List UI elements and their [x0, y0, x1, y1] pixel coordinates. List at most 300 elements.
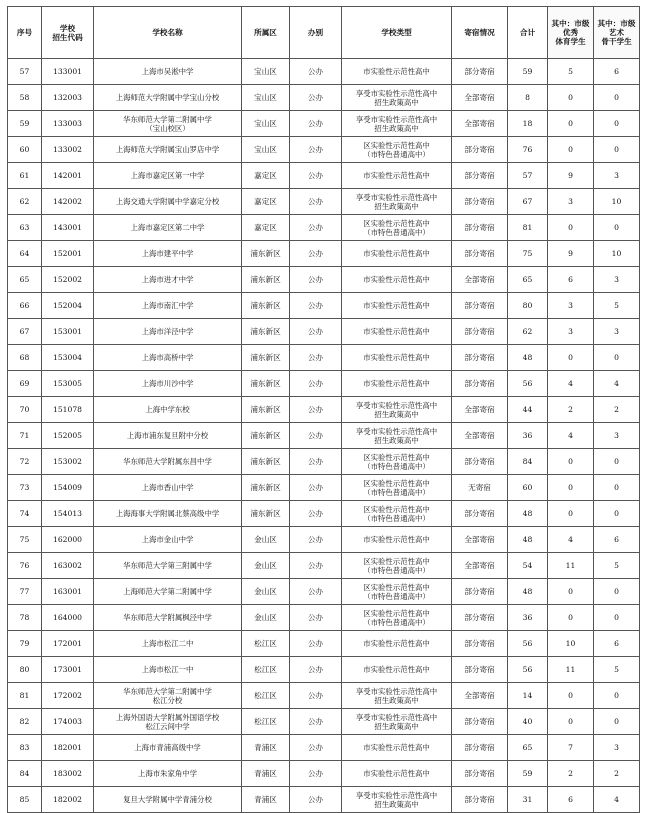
cell-sports: 3 — [548, 189, 594, 215]
cell-name — [94, 787, 242, 813]
cell-ownership: 公办 — [290, 345, 342, 371]
cell-type-line: 市实验性示范性高中 — [363, 353, 430, 362]
cell-name — [94, 397, 242, 423]
cell-total: 14 — [508, 683, 548, 709]
cell-sports: 10 — [548, 631, 594, 657]
cell-name-line: 上海外国语大学附属外国语学校 — [115, 712, 220, 722]
cell-boarding: 全部寄宿 — [452, 683, 508, 709]
cell-code: 182001 — [42, 735, 94, 761]
header-type-line: 学校类型 — [381, 28, 412, 37]
cell-code: 154009 — [42, 475, 94, 501]
cell-code: 151078 — [42, 397, 94, 423]
cell-total: 76 — [508, 137, 548, 163]
header-name — [94, 7, 242, 59]
cell-type — [342, 709, 452, 735]
cell-name-line: 上海师范大学第二附属中学 — [123, 587, 212, 596]
cell-seq: 84 — [8, 761, 42, 787]
cell-name-line: 上海市香山中学 — [141, 483, 194, 492]
cell-code: 133002 — [42, 137, 94, 163]
cell-sports: 6 — [548, 267, 594, 293]
cell-arts: 0 — [594, 605, 640, 631]
cell-sports: 2 — [548, 397, 594, 423]
cell-name — [94, 241, 242, 267]
cell-seq: 74 — [8, 501, 42, 527]
cell-seq: 79 — [8, 631, 42, 657]
cell-boarding: 全部寄宿 — [452, 527, 508, 553]
cell-type — [342, 449, 452, 475]
cell-arts: 0 — [594, 475, 640, 501]
cell-name — [94, 371, 242, 397]
header-ownership — [290, 7, 342, 59]
cell-total: 56 — [508, 631, 548, 657]
table-row — [8, 761, 640, 787]
cell-type-line: 市实验性示范性高中 — [363, 665, 430, 674]
cell-boarding: 部分寄宿 — [452, 293, 508, 319]
table-row — [8, 449, 640, 475]
cell-district: 浦东新区 — [242, 319, 290, 345]
cell-code: 133003 — [42, 111, 94, 137]
cell-district: 浦东新区 — [242, 501, 290, 527]
cell-type — [342, 631, 452, 657]
table-row — [8, 475, 640, 501]
cell-sports: 0 — [548, 449, 594, 475]
cell-code: 152001 — [42, 241, 94, 267]
cell-name-line: 上海市进才中学 — [141, 275, 194, 284]
cell-district: 宝山区 — [242, 59, 290, 85]
cell-code: 132003 — [42, 85, 94, 111]
cell-type-line: 享受市实验性示范性高中 — [355, 712, 438, 722]
cell-code: 172001 — [42, 631, 94, 657]
cell-ownership: 公办 — [290, 761, 342, 787]
cell-type-line: 享受市实验性示范性高中 — [355, 88, 438, 98]
table-row — [8, 553, 640, 579]
cell-seq: 67 — [8, 319, 42, 345]
cell-sports: 0 — [548, 475, 594, 501]
cell-ownership: 公办 — [290, 501, 342, 527]
cell-total: 48 — [508, 501, 548, 527]
table-row — [8, 241, 640, 267]
cell-code: 163001 — [42, 579, 94, 605]
cell-name-line: 华东师范大学第三附属中学 — [123, 561, 212, 570]
cell-type-line: 招生政策高中 — [374, 201, 419, 211]
cell-type-line: （市特色普通高中） — [363, 513, 430, 523]
cell-total: 65 — [508, 267, 548, 293]
cell-type — [342, 267, 452, 293]
cell-district: 浦东新区 — [242, 475, 290, 501]
cell-boarding: 全部寄宿 — [452, 553, 508, 579]
cell-total: 36 — [508, 605, 548, 631]
cell-ownership: 公办 — [290, 605, 342, 631]
cell-type — [342, 59, 452, 85]
cell-total: 80 — [508, 293, 548, 319]
cell-name — [94, 137, 242, 163]
cell-code: 143001 — [42, 215, 94, 241]
cell-arts: 4 — [594, 371, 640, 397]
header-total — [508, 7, 548, 59]
cell-name — [94, 319, 242, 345]
cell-boarding: 无寄宿 — [452, 475, 508, 501]
cell-boarding: 部分寄宿 — [452, 319, 508, 345]
cell-sports: 7 — [548, 735, 594, 761]
cell-seq: 85 — [8, 787, 42, 813]
cell-name — [94, 475, 242, 501]
cell-name-line: 上海市吴淞中学 — [141, 67, 194, 76]
cell-type — [342, 111, 452, 137]
cell-type — [342, 345, 452, 371]
cell-district: 浦东新区 — [242, 267, 290, 293]
cell-type-line: 市实验性示范性高中 — [363, 171, 430, 180]
cell-code: 153004 — [42, 345, 94, 371]
cell-arts: 3 — [594, 319, 640, 345]
cell-name-line: 上海市金山中学 — [141, 535, 194, 544]
cell-arts: 0 — [594, 85, 640, 111]
cell-sports: 0 — [548, 579, 594, 605]
cell-arts: 0 — [594, 137, 640, 163]
cell-ownership: 公办 — [290, 735, 342, 761]
cell-arts: 5 — [594, 657, 640, 683]
table-row — [8, 709, 640, 735]
cell-code: 163002 — [42, 553, 94, 579]
cell-name-line: 华东师范大学第二附属中学 — [123, 686, 212, 696]
cell-type — [342, 475, 452, 501]
cell-code: 152005 — [42, 423, 94, 449]
cell-boarding: 部分寄宿 — [452, 657, 508, 683]
header-sports-line-2: 体育学生 — [555, 37, 586, 46]
cell-district: 青浦区 — [242, 787, 290, 813]
cell-seq: 69 — [8, 371, 42, 397]
cell-type — [342, 137, 452, 163]
cell-ownership: 公办 — [290, 475, 342, 501]
cell-type — [342, 189, 452, 215]
table-row — [8, 735, 640, 761]
cell-type — [342, 215, 452, 241]
header-arts-line-1: 其中：市级艺术 — [597, 19, 636, 37]
cell-seq: 76 — [8, 553, 42, 579]
cell-district: 嘉定区 — [242, 215, 290, 241]
cell-name-line: （宝山校区） — [145, 123, 190, 133]
table-row — [8, 501, 640, 527]
cell-total: 59 — [508, 761, 548, 787]
cell-boarding: 部分寄宿 — [452, 709, 508, 735]
cell-type-line: 区实验性示范性高中 — [363, 582, 430, 592]
cell-type-line: （市特色普通高中） — [363, 591, 430, 601]
cell-boarding: 部分寄宿 — [452, 449, 508, 475]
cell-type-line: （市特色普通高中） — [363, 461, 430, 471]
cell-seq: 62 — [8, 189, 42, 215]
cell-name-line: 上海市南汇中学 — [141, 301, 194, 310]
cell-ownership: 公办 — [290, 215, 342, 241]
cell-sports: 0 — [548, 137, 594, 163]
enrollment-table-container — [7, 6, 639, 813]
cell-arts: 6 — [594, 631, 640, 657]
header-ownership-line: 办别 — [307, 28, 324, 37]
cell-total: 84 — [508, 449, 548, 475]
cell-name-line: 上海市青浦高级中学 — [134, 743, 201, 752]
cell-district: 嘉定区 — [242, 189, 290, 215]
table-row — [8, 371, 640, 397]
cell-code: 172002 — [42, 683, 94, 709]
header-district-line: 所属区 — [254, 28, 277, 37]
cell-code: 152004 — [42, 293, 94, 319]
cell-total: 48 — [508, 527, 548, 553]
cell-total: 44 — [508, 397, 548, 423]
header-code — [42, 7, 94, 59]
cell-name — [94, 709, 242, 735]
cell-type-line: 享受市实验性示范性高中 — [355, 400, 438, 410]
cell-sports: 0 — [548, 215, 594, 241]
cell-code: 183002 — [42, 761, 94, 787]
cell-name-line: 松江云间中学 — [145, 721, 190, 731]
cell-name-line: 上海中学东校 — [145, 405, 190, 414]
cell-type-line: 招生政策高中 — [374, 97, 419, 107]
cell-total: 57 — [508, 163, 548, 189]
cell-ownership: 公办 — [290, 319, 342, 345]
cell-type — [342, 787, 452, 813]
cell-name — [94, 657, 242, 683]
cell-type-line: （市特色普通高中） — [363, 227, 430, 237]
cell-name — [94, 163, 242, 189]
cell-sports: 0 — [548, 85, 594, 111]
cell-ownership: 公办 — [290, 553, 342, 579]
cell-boarding: 部分寄宿 — [452, 241, 508, 267]
cell-seq: 80 — [8, 657, 42, 683]
table-header — [8, 7, 640, 59]
cell-total: 67 — [508, 189, 548, 215]
cell-code: 133001 — [42, 59, 94, 85]
cell-arts: 3 — [594, 423, 640, 449]
cell-district: 松江区 — [242, 631, 290, 657]
cell-type-line: 招生政策高中 — [374, 721, 419, 731]
cell-sports: 3 — [548, 319, 594, 345]
cell-boarding: 部分寄宿 — [452, 735, 508, 761]
cell-total: 62 — [508, 319, 548, 345]
cell-seq: 66 — [8, 293, 42, 319]
table-row — [8, 683, 640, 709]
cell-name — [94, 59, 242, 85]
cell-ownership: 公办 — [290, 527, 342, 553]
cell-boarding: 部分寄宿 — [452, 605, 508, 631]
cell-total: 60 — [508, 475, 548, 501]
cell-district: 浦东新区 — [242, 423, 290, 449]
cell-district: 松江区 — [242, 709, 290, 735]
cell-type — [342, 85, 452, 111]
cell-seq: 60 — [8, 137, 42, 163]
cell-name — [94, 449, 242, 475]
cell-name-line: 复旦大学附属中学青浦分校 — [123, 795, 212, 804]
table-row — [8, 527, 640, 553]
cell-boarding: 部分寄宿 — [452, 371, 508, 397]
cell-total: 65 — [508, 735, 548, 761]
cell-ownership: 公办 — [290, 59, 342, 85]
cell-type-line: 招生政策高中 — [374, 695, 419, 705]
cell-sports: 11 — [548, 553, 594, 579]
cell-arts: 0 — [594, 111, 640, 137]
cell-ownership: 公办 — [290, 631, 342, 657]
cell-arts: 3 — [594, 735, 640, 761]
cell-ownership: 公办 — [290, 85, 342, 111]
cell-type-line: 区实验性示范性高中 — [363, 218, 430, 228]
header-boarding — [452, 7, 508, 59]
cell-type-line: 区实验性示范性高中 — [363, 478, 430, 488]
cell-arts: 5 — [594, 553, 640, 579]
cell-sports: 4 — [548, 371, 594, 397]
cell-seq: 64 — [8, 241, 42, 267]
cell-total: 54 — [508, 553, 548, 579]
cell-seq: 78 — [8, 605, 42, 631]
cell-boarding: 全部寄宿 — [452, 397, 508, 423]
header-arts — [594, 7, 640, 59]
cell-type — [342, 527, 452, 553]
header-seq-line: 序号 — [16, 28, 33, 37]
cell-name-line: 华东师范大学附属枫泾中学 — [123, 613, 212, 622]
cell-type-line: （市特色普通高中） — [363, 149, 430, 159]
cell-code: 153005 — [42, 371, 94, 397]
cell-district: 松江区 — [242, 683, 290, 709]
cell-name — [94, 501, 242, 527]
table-row — [8, 631, 640, 657]
cell-name-line: 华东师范大学附属东昌中学 — [123, 457, 212, 466]
header-code-line-1: 学校 — [59, 23, 76, 33]
cell-total: 48 — [508, 345, 548, 371]
cell-total: 56 — [508, 657, 548, 683]
cell-sports: 0 — [548, 111, 594, 137]
cell-type-line: 招生政策高中 — [374, 409, 419, 419]
cell-boarding: 全部寄宿 — [452, 423, 508, 449]
cell-total: 56 — [508, 371, 548, 397]
cell-district: 宝山区 — [242, 111, 290, 137]
cell-district: 浦东新区 — [242, 345, 290, 371]
cell-sports: 9 — [548, 241, 594, 267]
cell-total: 8 — [508, 85, 548, 111]
cell-name — [94, 631, 242, 657]
header-code-line-2: 招生代码 — [52, 32, 83, 42]
cell-ownership: 公办 — [290, 371, 342, 397]
cell-ownership: 公办 — [290, 657, 342, 683]
cell-type — [342, 761, 452, 787]
table-row — [8, 59, 640, 85]
cell-seq: 73 — [8, 475, 42, 501]
header-type — [342, 7, 452, 59]
cell-type-line: 市实验性示范性高中 — [363, 743, 430, 752]
cell-total: 18 — [508, 111, 548, 137]
cell-ownership: 公办 — [290, 241, 342, 267]
cell-name-line: 上海师范大学附属中学宝山分校 — [115, 93, 220, 102]
cell-seq: 77 — [8, 579, 42, 605]
cell-ownership: 公办 — [290, 163, 342, 189]
header-sports-line-1: 其中：市级优秀 — [551, 19, 590, 37]
cell-sports: 0 — [548, 501, 594, 527]
cell-name — [94, 267, 242, 293]
cell-type — [342, 657, 452, 683]
table-row — [8, 267, 640, 293]
cell-name-line: 上海市嘉定区第一中学 — [130, 171, 205, 180]
cell-arts: 2 — [594, 761, 640, 787]
cell-arts: 2 — [594, 397, 640, 423]
cell-seq: 75 — [8, 527, 42, 553]
cell-boarding: 部分寄宿 — [452, 631, 508, 657]
cell-type-line: （市特色普通高中） — [363, 565, 430, 575]
cell-type-line: 招生政策高中 — [374, 123, 419, 133]
cell-district: 金山区 — [242, 605, 290, 631]
cell-arts: 6 — [594, 527, 640, 553]
cell-seq: 72 — [8, 449, 42, 475]
cell-sports: 3 — [548, 293, 594, 319]
cell-boarding: 全部寄宿 — [452, 85, 508, 111]
cell-seq: 63 — [8, 215, 42, 241]
cell-boarding: 部分寄宿 — [452, 189, 508, 215]
cell-ownership: 公办 — [290, 787, 342, 813]
cell-total: 81 — [508, 215, 548, 241]
cell-district: 金山区 — [242, 527, 290, 553]
cell-seq: 58 — [8, 85, 42, 111]
cell-ownership: 公办 — [290, 449, 342, 475]
cell-boarding: 部分寄宿 — [452, 59, 508, 85]
table-row — [8, 189, 640, 215]
header-district — [242, 7, 290, 59]
cell-sports: 0 — [548, 683, 594, 709]
cell-name — [94, 293, 242, 319]
cell-seq: 71 — [8, 423, 42, 449]
cell-arts: 0 — [594, 215, 640, 241]
cell-boarding: 全部寄宿 — [452, 267, 508, 293]
cell-ownership: 公办 — [290, 423, 342, 449]
cell-name-line: 上海师范大学附属宝山罗店中学 — [115, 145, 220, 154]
table-row — [8, 605, 640, 631]
cell-total: 40 — [508, 709, 548, 735]
cell-total: 75 — [508, 241, 548, 267]
cell-ownership: 公办 — [290, 189, 342, 215]
cell-district: 松江区 — [242, 657, 290, 683]
cell-district: 宝山区 — [242, 137, 290, 163]
cell-ownership: 公办 — [290, 267, 342, 293]
cell-district: 金山区 — [242, 553, 290, 579]
table-row — [8, 657, 640, 683]
table-row — [8, 345, 640, 371]
cell-seq: 68 — [8, 345, 42, 371]
cell-type — [342, 605, 452, 631]
cell-type — [342, 163, 452, 189]
cell-name-line: 上海市朱家角中学 — [137, 769, 198, 778]
cell-district: 浦东新区 — [242, 397, 290, 423]
cell-type-line: 市实验性示范性高中 — [363, 249, 430, 258]
cell-type — [342, 397, 452, 423]
cell-boarding: 部分寄宿 — [452, 787, 508, 813]
cell-ownership: 公办 — [290, 111, 342, 137]
cell-seq: 70 — [8, 397, 42, 423]
cell-type-line: （市特色普通高中） — [363, 617, 430, 627]
cell-name-line: 上海市洋泾中学 — [141, 327, 194, 336]
cell-type-line: 区实验性示范性高中 — [363, 556, 430, 566]
cell-sports: 6 — [548, 787, 594, 813]
cell-type-line: 市实验性示范性高中 — [363, 639, 430, 648]
cell-name-line: 上海市浦东复旦附中分校 — [126, 431, 209, 440]
cell-sports: 0 — [548, 345, 594, 371]
enrollment-table — [7, 6, 640, 813]
cell-type-line: 享受市实验性示范性高中 — [355, 790, 438, 800]
cell-type-line: 区实验性示范性高中 — [363, 452, 430, 462]
cell-district: 青浦区 — [242, 735, 290, 761]
header-boarding-line: 寄宿情况 — [464, 28, 495, 37]
cell-boarding: 部分寄宿 — [452, 579, 508, 605]
cell-name-line: 上海交通大学附属中学嘉定分校 — [115, 197, 220, 206]
cell-type — [342, 241, 452, 267]
cell-type-line: 市实验性示范性高中 — [363, 67, 430, 76]
cell-type — [342, 683, 452, 709]
cell-type — [342, 293, 452, 319]
cell-sports: 0 — [548, 605, 594, 631]
cell-sports: 0 — [548, 709, 594, 735]
cell-code: 182002 — [42, 787, 94, 813]
